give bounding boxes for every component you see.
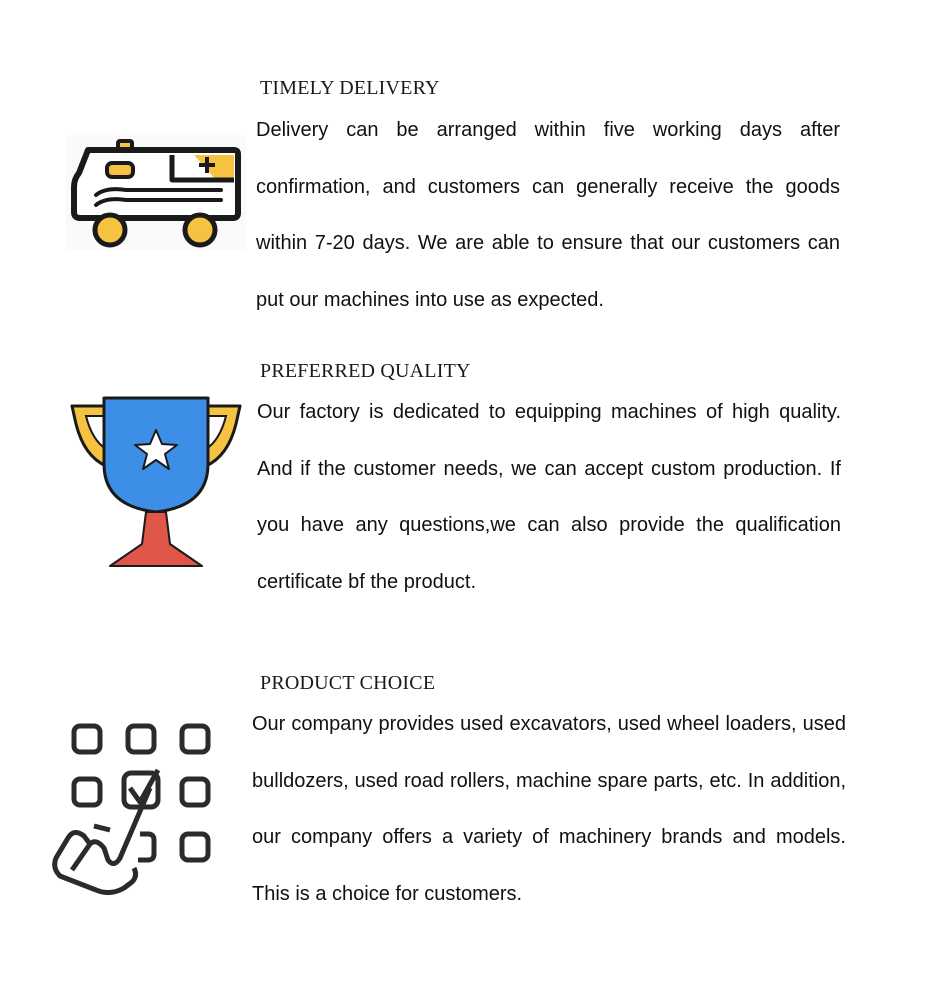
section-product-choice — [0, 640, 940, 989]
trophy-icon — [66, 394, 246, 574]
heading-product-choice: PRODUCT CHOICE — [260, 672, 436, 694]
hand-select-checkbox-icon — [50, 718, 220, 898]
ambulance-icon — [66, 135, 246, 250]
section-timely-delivery — [0, 0, 940, 330]
body-product-choice: Our company provides used excavators, used wheel loaders, used bulldozers, used road rollers, machine spare parts, etc. In addition, our company offers a variety of machinery brands and models. This is a choice for customers. — [252, 713, 846, 905]
body-preferred-quality: Our factory is dedicated to equipping machines of high quality. And if the customer needs, we can accept custom production. If you have any questions,we can also provide the qualification certificate bf the product. — [257, 401, 841, 593]
heading-timely-delivery: TIMELY DELIVERY — [260, 77, 440, 99]
section-preferred-quality — [0, 330, 940, 630]
heading-preferred-quality: PREFERRED QUALITY — [260, 360, 471, 382]
body-timely-delivery: Delivery can be arranged within five working days after confirmation, and customers can generally receive the goods within 7-20 days. We are able to ensure that our customers can put our machines into use as expected. — [256, 119, 840, 311]
